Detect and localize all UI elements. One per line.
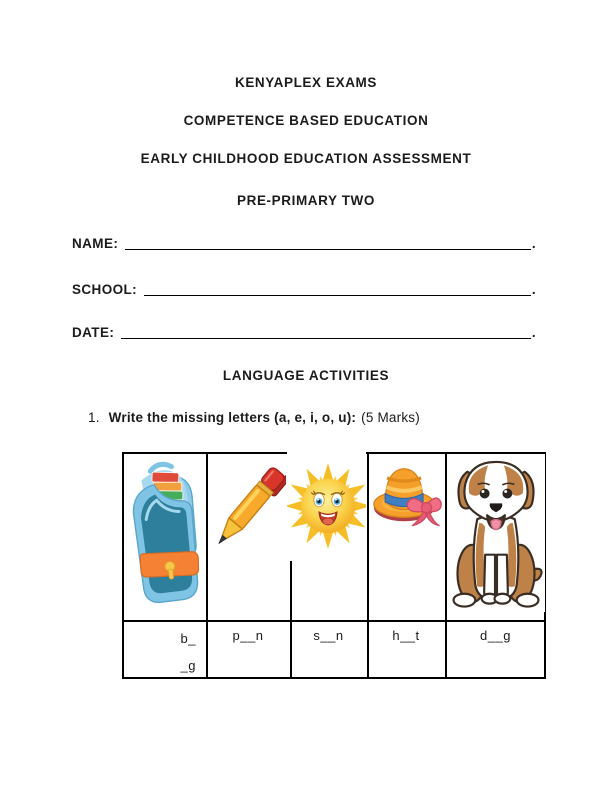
school-field-blank[interactable] [144, 282, 531, 296]
answer-dog: d__g [480, 627, 511, 643]
question-number: 1. [88, 410, 100, 425]
school-field-row [72, 279, 536, 298]
question-marks: (5 Marks) [361, 410, 420, 425]
grade-level-title: PRE-PRIMARY TWO [236, 193, 375, 208]
answer-cell-sun [290, 622, 367, 679]
backpack-icon [126, 456, 206, 612]
name-field-blank[interactable] [125, 236, 531, 250]
table-border-col3 [367, 452, 369, 679]
answer-bag-line2: _g [180, 657, 196, 673]
answer-cell-dog [445, 622, 546, 679]
hat-image [372, 456, 442, 534]
date-field-blank[interactable] [121, 325, 531, 339]
school-field-label: SCHOOL: [72, 282, 138, 297]
question-1 [88, 410, 420, 425]
sun-icon [287, 450, 366, 561]
dog-image [447, 454, 545, 612]
answer-sun: s__n [313, 627, 344, 643]
curriculum-title: COMPETENCE BASED EDUCATION [183, 113, 429, 128]
school-field-period: . [531, 282, 536, 297]
table-border-col1 [206, 452, 208, 679]
table-border-bottom [122, 677, 546, 679]
answer-pen: p__n [232, 627, 264, 643]
sun-image [287, 450, 366, 561]
date-field-period: . [531, 325, 536, 340]
name-field-row [72, 233, 536, 252]
date-field-row [72, 322, 536, 341]
pen-image [213, 455, 286, 559]
date-field-label: DATE: [72, 325, 115, 340]
answer-cell-pen [206, 622, 290, 679]
section-title: LANGUAGE ACTIVITIES [222, 368, 390, 383]
missing-letters-table [122, 452, 546, 679]
answer-cell-bag [122, 622, 206, 679]
question-prompt: Write the missing letters (a, e, i, o, u): [108, 410, 357, 425]
answer-bag-line1: b_ [180, 630, 196, 646]
name-field-period: . [531, 236, 536, 251]
backpack-image [126, 456, 206, 612]
exam-board-title: KENYAPLEX EXAMS [234, 75, 378, 90]
dog-icon [447, 454, 545, 612]
table-border-mid [122, 620, 546, 622]
hat-icon [372, 456, 442, 534]
assessment-title: EARLY CHILDHOOD EDUCATION ASSESSMENT [140, 151, 472, 166]
table-border-left [122, 452, 124, 679]
answer-cell-hat [367, 622, 445, 679]
name-field-label: NAME: [72, 236, 119, 251]
answer-hat: h__t [392, 627, 420, 643]
pen-icon [213, 455, 286, 559]
